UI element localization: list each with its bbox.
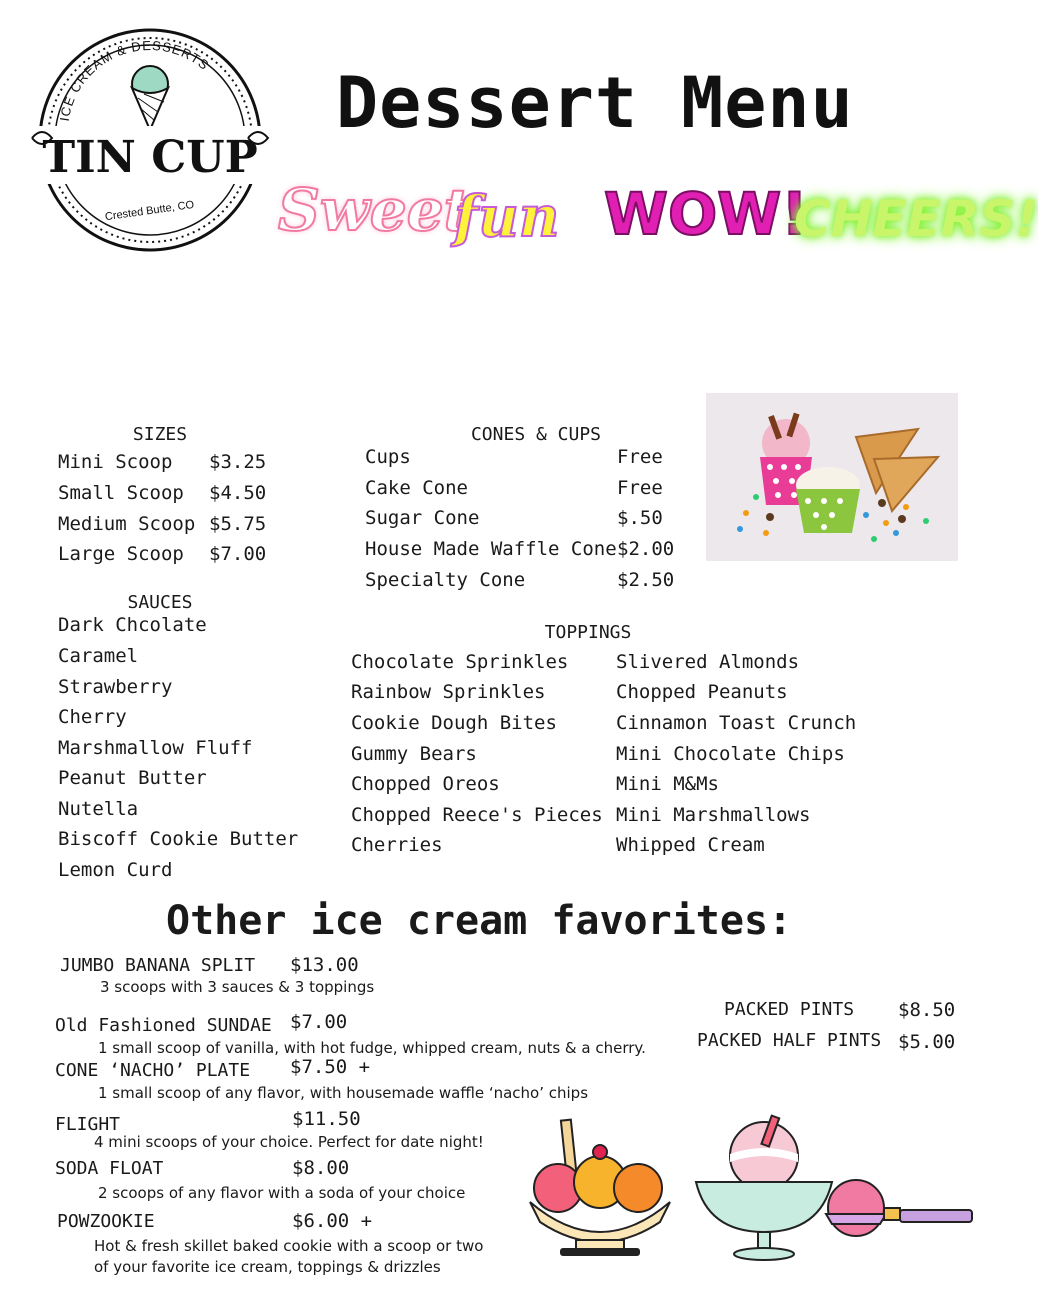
favorite-price: $8.00 bbox=[292, 1157, 350, 1179]
cone-name: Sugar Cone bbox=[365, 507, 480, 529]
cone-name: Cake Cone bbox=[365, 477, 468, 499]
other-favorites-title: Other ice cream favorites: bbox=[166, 898, 793, 944]
sauce-item: Lemon Curd bbox=[58, 859, 173, 881]
size-name: Large Scoop bbox=[58, 543, 184, 565]
size-price: $5.75 bbox=[209, 513, 267, 535]
favorite-price: $13.00 bbox=[290, 954, 359, 976]
cone-price: $2.50 bbox=[617, 569, 675, 591]
favorite-description: 2 scoops of any flavor with a soda of your choice bbox=[98, 1184, 466, 1202]
cone-price: Free bbox=[617, 477, 663, 499]
sizes-heading: SIZES bbox=[132, 424, 188, 445]
size-price: $4.50 bbox=[209, 482, 267, 504]
logo-location: Crested Butte, CO bbox=[104, 198, 195, 224]
topping-item: Cookie Dough Bites bbox=[351, 712, 557, 734]
topping-item: Mini Marshmallows bbox=[616, 804, 811, 826]
size-price: $3.25 bbox=[209, 451, 267, 473]
topping-item: Chopped Oreos bbox=[351, 773, 500, 795]
favorite-description: 1 small scoop of any flavor, with housemade waffle ‘nacho’ chips bbox=[98, 1084, 589, 1102]
logo-name: TIN CUP bbox=[42, 132, 258, 183]
pint-price: $8.50 bbox=[898, 999, 956, 1021]
favorite-description: Hot & fresh skillet baked cookie with a scoop or two bbox=[94, 1237, 484, 1255]
ice-cream-cone-icon bbox=[132, 66, 168, 130]
favorite-name: SODA FLOAT bbox=[55, 1158, 164, 1179]
topping-item: Chopped Peanuts bbox=[616, 681, 788, 703]
sundae-boat-icon bbox=[530, 1120, 670, 1256]
size-name: Medium Scoop bbox=[58, 513, 196, 535]
page-title: Dessert Menu bbox=[336, 62, 854, 144]
sauce-item: Caramel bbox=[58, 645, 139, 667]
cone-name: Cups bbox=[365, 446, 411, 468]
sauce-item: Marshmallow Fluff bbox=[58, 737, 253, 759]
topping-item: Whipped Cream bbox=[616, 834, 765, 856]
cone-price: Free bbox=[617, 446, 663, 468]
favorite-name: JUMBO BANANA SPLIT bbox=[60, 955, 256, 976]
pint-name: PACKED HALF PINTS bbox=[697, 1030, 882, 1051]
sauce-item: Nutella bbox=[58, 798, 139, 820]
glass-sundae-icon bbox=[696, 1116, 832, 1260]
sauce-item: Dark Chcolate bbox=[58, 614, 207, 636]
favorite-description: 4 mini scoops of your choice. Perfect for date night! bbox=[94, 1133, 484, 1151]
topping-item: Mini Chocolate Chips bbox=[616, 743, 845, 765]
pint-name: PACKED PINTS bbox=[724, 999, 855, 1020]
favorite-name: FLIGHT bbox=[55, 1114, 121, 1135]
topping-item: Chopped Reece's Pieces bbox=[351, 804, 603, 826]
topping-item: Rainbow Sprinkles bbox=[351, 681, 546, 703]
favorite-price: $7.50 + bbox=[290, 1056, 371, 1078]
sauce-item: Strawberry bbox=[58, 676, 173, 698]
logo-arc-text: ICE CREAM & DESSERTS bbox=[56, 37, 213, 123]
topping-item: Gummy Bears bbox=[351, 743, 477, 765]
topping-item: Chocolate Sprinkles bbox=[351, 651, 569, 673]
topping-item: Mini M&Ms bbox=[616, 773, 719, 795]
cone-price: $.50 bbox=[617, 507, 663, 529]
topping-item: Cinnamon Toast Crunch bbox=[616, 712, 857, 734]
size-name: Small Scoop bbox=[58, 482, 184, 504]
favorite-price: $7.00 bbox=[290, 1011, 348, 1033]
size-price: $7.00 bbox=[209, 543, 267, 565]
favorite-description-line2: of your favorite ice cream, toppings & drizzles bbox=[94, 1258, 441, 1276]
sauce-item: Biscoff Cookie Butter bbox=[58, 828, 299, 850]
tagline-sweet: Sweet bbox=[278, 176, 471, 244]
tagline-cheers: CHEERS! bbox=[794, 190, 1038, 248]
ice-cream-scoop-icon bbox=[826, 1180, 972, 1236]
topping-item: Slivered Almonds bbox=[616, 651, 800, 673]
favorite-name: POWZOOKIE bbox=[57, 1211, 155, 1232]
favorite-name: Old Fashioned SUNDAE bbox=[55, 1015, 272, 1036]
favorite-description: 1 small scoop of vanilla, with hot fudge, whipped cream, nuts & a cherry. bbox=[98, 1039, 646, 1057]
pint-price: $5.00 bbox=[898, 1031, 956, 1053]
favorite-description: 3 scoops with 3 sauces & 3 toppings bbox=[100, 978, 375, 996]
ice-cream-photo bbox=[706, 393, 958, 561]
sauce-item: Cherry bbox=[58, 706, 127, 728]
dessert-illustrations bbox=[520, 1112, 980, 1272]
toppings-heading: TOPPINGS bbox=[544, 622, 632, 643]
tin-cup-logo bbox=[28, 22, 272, 258]
cone-price: $2.00 bbox=[617, 538, 675, 560]
sauces-heading: SAUCES bbox=[127, 592, 193, 613]
sauce-item: Peanut Butter bbox=[58, 767, 207, 789]
cones-heading: CONES & CUPS bbox=[470, 424, 602, 445]
size-name: Mini Scoop bbox=[58, 451, 173, 473]
cone-name: Specialty Cone bbox=[365, 569, 526, 591]
tagline-wow: WOW! bbox=[604, 180, 808, 248]
tagline-fun: fun bbox=[454, 184, 560, 250]
favorite-price: $6.00 + bbox=[292, 1210, 373, 1232]
topping-item: Cherries bbox=[351, 834, 443, 856]
favorite-name: CONE ‘NACHO’ PLATE bbox=[55, 1060, 251, 1081]
cone-name: House Made Waffle Cone bbox=[365, 538, 617, 560]
favorite-price: $11.50 bbox=[292, 1108, 361, 1130]
